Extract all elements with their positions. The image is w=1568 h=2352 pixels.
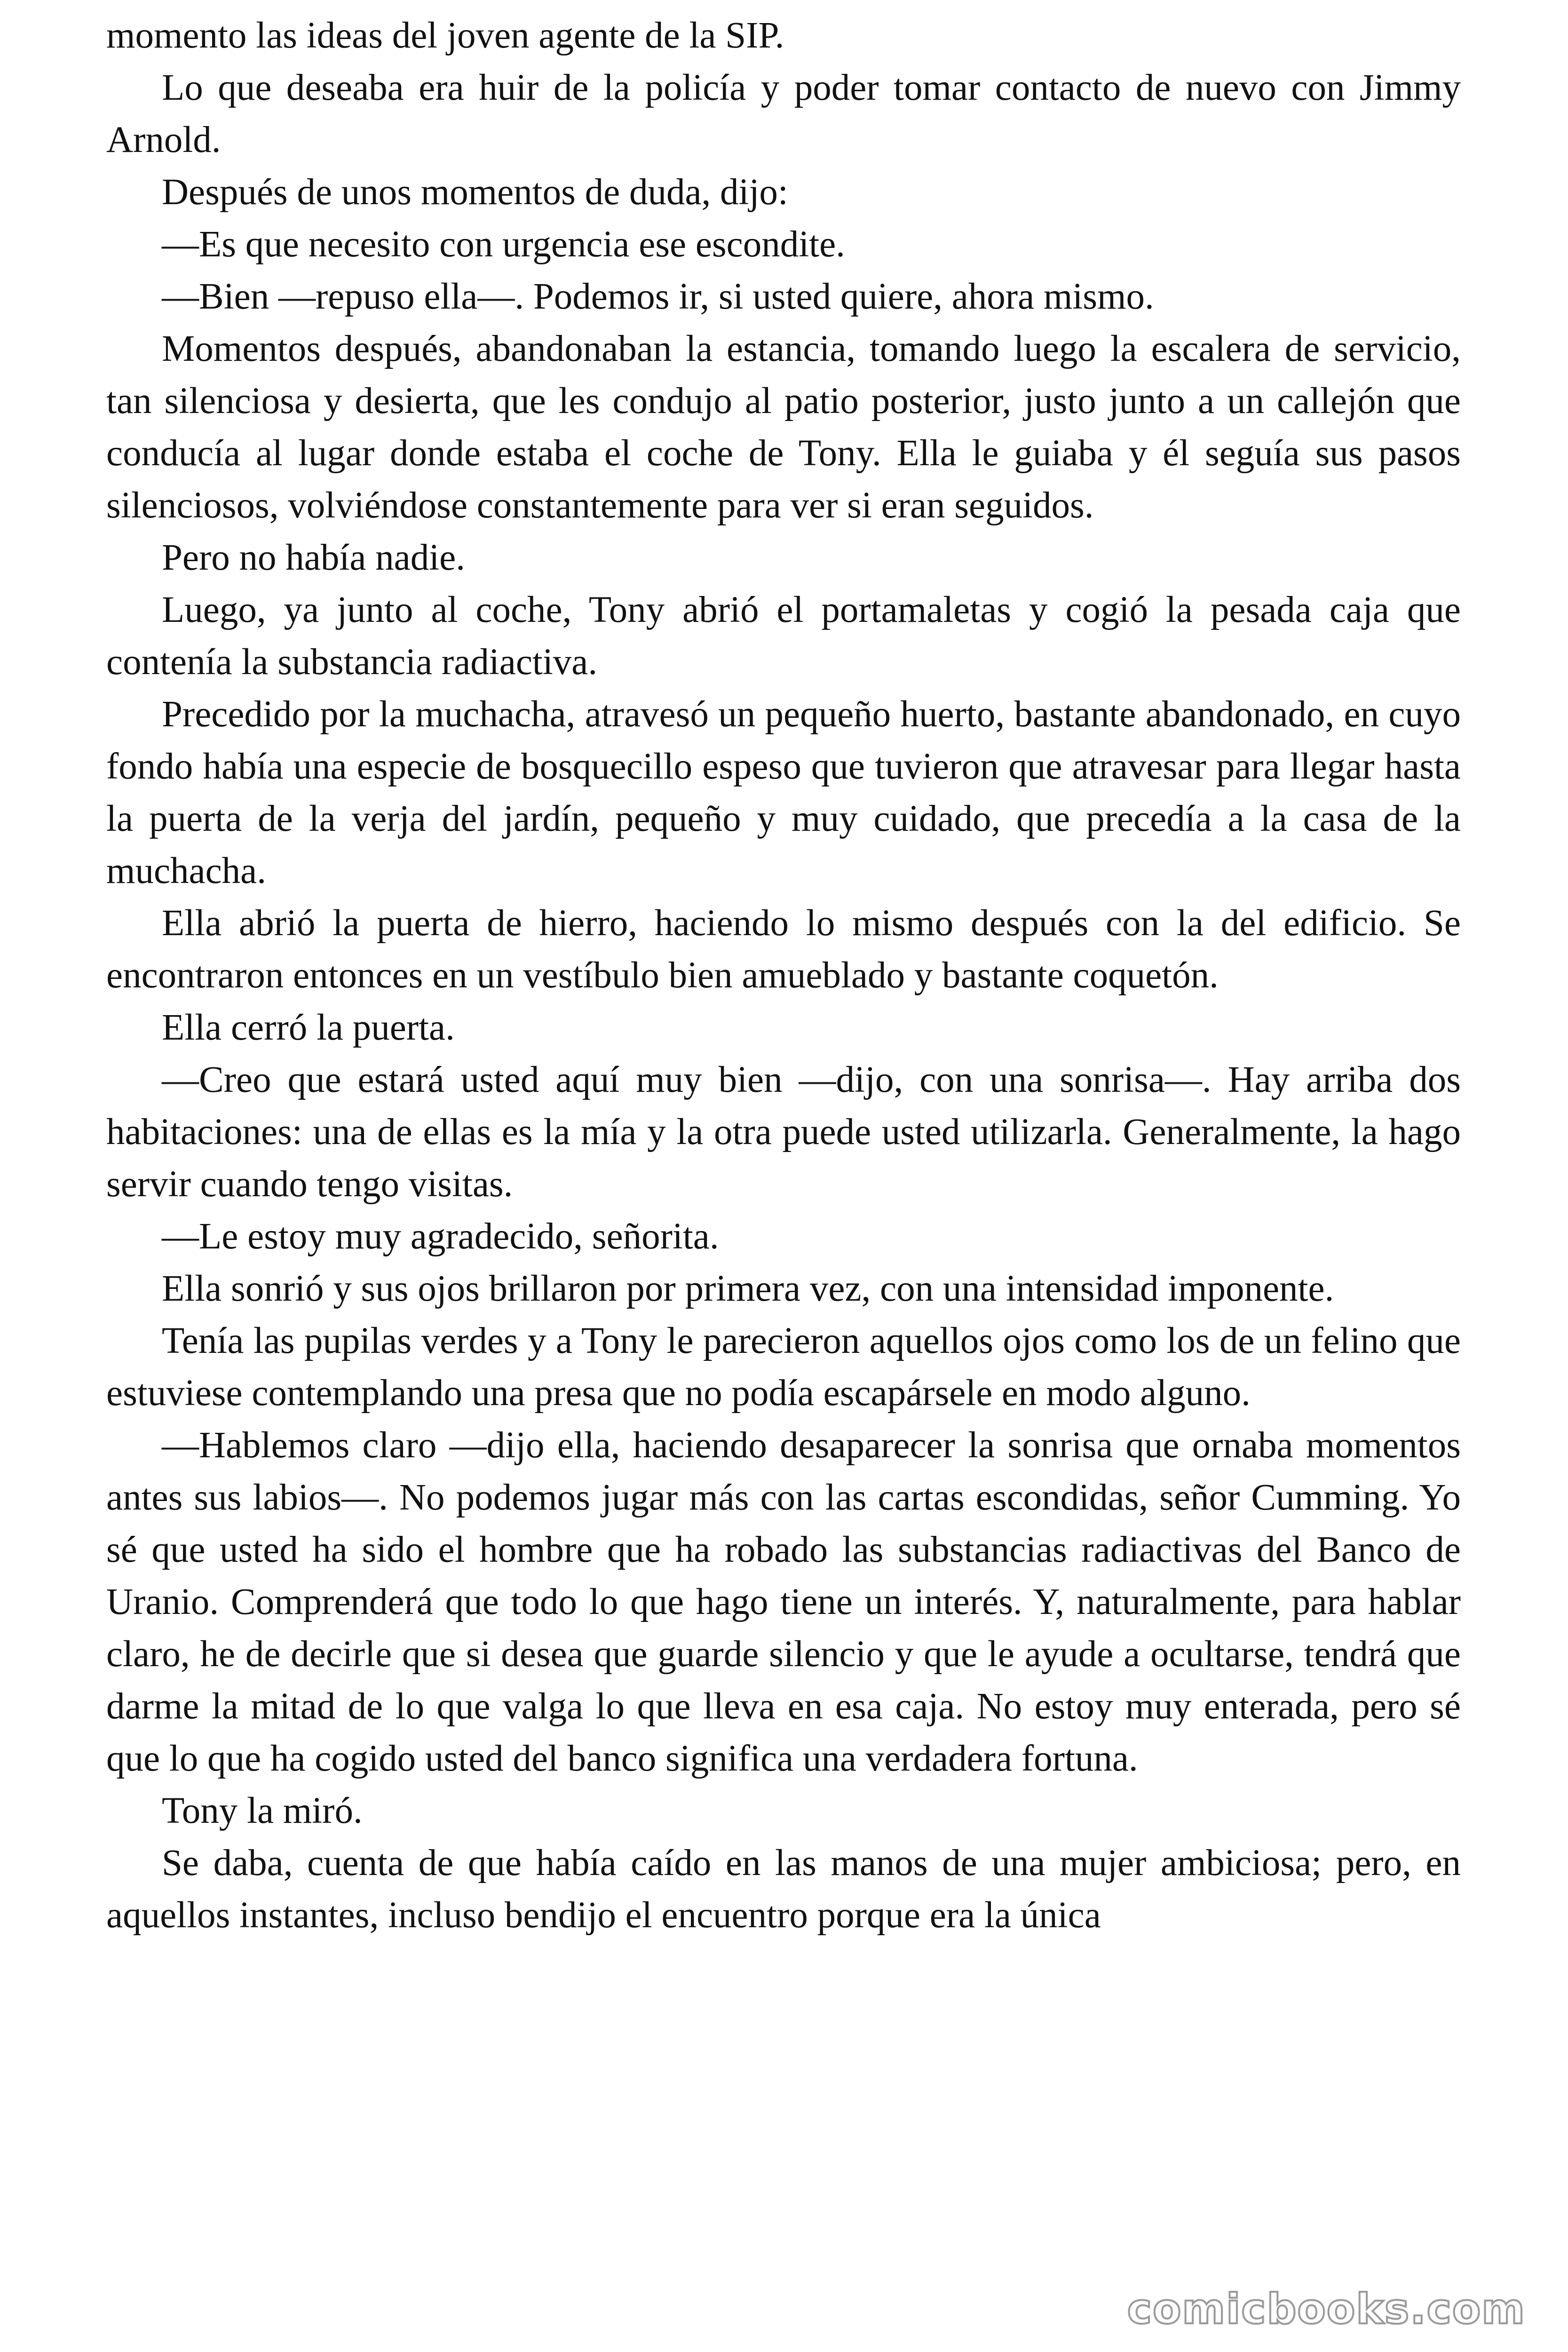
paragraph: Lo que deseaba era huir de la policía y poder tomar contacto de nuevo con Jimmy Arnold. — [106, 67, 1461, 160]
paragraph: —Bien —repuso ella—. Podemos ir, si usted quiere, ahora mismo. — [162, 276, 1154, 317]
paragraph: Momentos después, abandonaban la estancia, tomando luego la escalera de servicio, tan silenciosa y desierta, que les condujo al patio posterior, justo junto a un callejón que conducía al lugar donde estaba el coche de Tony. Ella le guiaba y él seguía sus pasos silenciosos, volviéndose constantemente para ver si eran seguidos. — [106, 328, 1461, 526]
paragraph: momento las ideas del joven agente de la SIP. — [106, 15, 784, 56]
paragraph: Tony la miró. — [162, 1790, 363, 1831]
watermark-logo: comicbooks.com — [1127, 2285, 1526, 2333]
paragraph: Precedido por la muchacha, atravesó un pequeño huerto, bastante abandonado, en cuyo fondo había una especie de bosquecillo espeso que tuvieron que atravesar para llegar hasta la puerta de la verja del jardín, pequeño y muy cuidado, que precedía a la casa de la muchacha. — [106, 694, 1461, 891]
paragraph: Se daba, cuenta de que había caído en las manos de una mujer ambiciosa; pero, en aquellos instantes, incluso bendijo el encuentro porque era la única — [106, 1843, 1461, 1936]
paragraph: Ella sonrió y sus ojos brillaron por primera vez, con una intensidad imponente. — [162, 1268, 1334, 1309]
paragraph: —Creo que estará usted aquí muy bien —dijo, con una sonrisa—. Hay arriba dos habitaciones: una de ellas es la mía y la otra puede usted utilizarla. Generalmente, la hago servir cuando tengo visitas. — [106, 1059, 1461, 1205]
paragraph: —Le estoy muy agradecido, señorita. — [162, 1216, 719, 1257]
paragraph: Ella abrió la puerta de hierro, haciendo lo mismo después con la del edificio. Se encontraron entonces en un vestíbulo bien amueblado y bastante coquetón. — [106, 903, 1461, 996]
paragraph: —Hablemos claro —dijo ella, haciendo desaparecer la sonrisa que ornaba momentos antes sus labios—. No podemos jugar más con las cartas escondidas, señor Cumming. Yo sé que usted ha sido el hombre que ha robado las substancias radiactivas del Banco de Uranio. Comprenderá que todo lo que hago tiene un interés. Y, naturalmente, para hablar claro, he de decirle que si desea que guarde silencio y que le ayude a ocultarse, tendrá que darme la mitad de lo que valga lo que lleva en esa caja. No estoy muy enterada, pero sé que lo que ha cogido usted del banco significa una verdadera fortuna. — [106, 1425, 1461, 1779]
paragraph: Tenía las pupilas verdes y a Tony le parecieron aquellos ojos como los de un felino que estuviese contemplando una presa que no podía escapársele en modo alguno. — [106, 1320, 1461, 1414]
paragraph: Pero no había nadie. — [162, 537, 465, 578]
paragraph: —Es que necesito con urgencia ese escondite. — [162, 224, 845, 265]
paragraph: Después de unos momentos de duda, dijo: — [162, 172, 788, 213]
paragraph: Luego, ya junto al coche, Tony abrió el portamaletas y cogió la pesada caja que contenía la substancia radiactiva. — [106, 589, 1461, 683]
paragraph: Ella cerró la puerta. — [162, 1007, 455, 1048]
document-page — [106, 9, 1461, 1941]
